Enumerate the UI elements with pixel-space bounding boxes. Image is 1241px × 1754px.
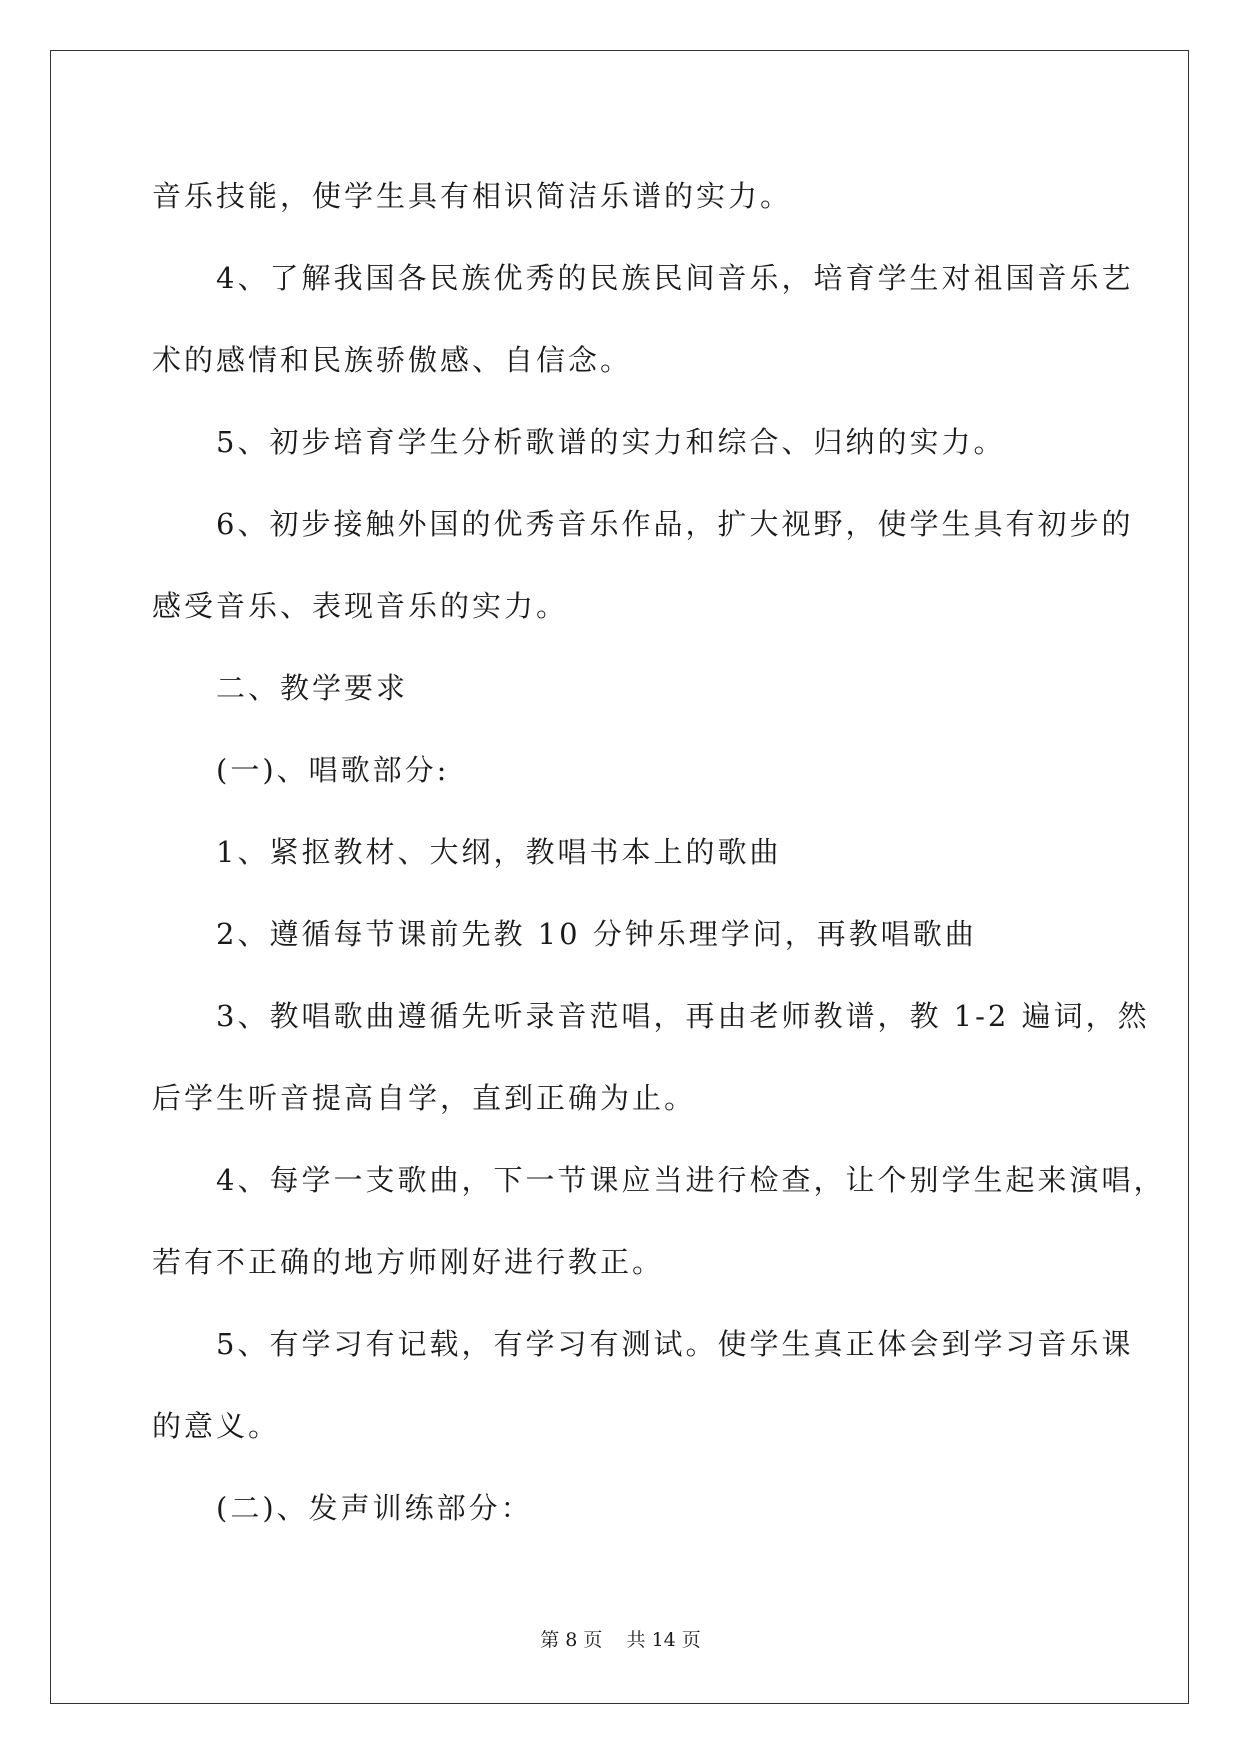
text-line: 3、教唱歌曲遵循先听录音范唱，再由老师教谱，教 1-2 遍词，然 <box>216 999 1150 1033</box>
text-line: 的意义。 <box>152 1409 281 1443</box>
paragraph <box>152 1139 1166 1303</box>
page-number: 第 8 页 <box>540 1629 603 1651</box>
paragraph <box>152 975 1150 1139</box>
text-line: 若有不正确的地方师刚好进行教正。 <box>152 1245 665 1279</box>
paragraph <box>152 401 1092 483</box>
text-line: 术的感情和民族骄傲感、自信念。 <box>152 343 633 377</box>
text-line: 5、有学习有记载，有学习有测试。使学生真正体会到学习音乐课 <box>216 1327 1134 1361</box>
text-line: 感受音乐、表现音乐的实力。 <box>152 589 569 623</box>
paragraph <box>152 1303 1134 1467</box>
paragraph <box>152 893 1092 975</box>
text-line: 二、教学要求 <box>216 671 409 705</box>
text-line: 1、紧抠教材、大纲，教唱书本上的歌曲 <box>216 835 782 869</box>
text-line: 4、了解我国各民族优秀的民族民间音乐，培育学生对祖国音乐艺 <box>216 261 1134 295</box>
subsection-heading <box>152 1467 1092 1549</box>
paragraph <box>152 811 1092 893</box>
text-line: 6、初步接触外国的优秀音乐作品，扩大视野，使学生具有初步的 <box>216 507 1134 541</box>
text-line: 5、初步培育学生分析歌谱的实力和综合、归纳的实力。 <box>216 425 1006 459</box>
text-line: (一)、唱歌部分: <box>216 753 450 787</box>
section-heading <box>152 647 1092 729</box>
text-line: 音乐技能，使学生具有相识简洁乐谱的实力。 <box>152 179 793 213</box>
paragraph <box>152 483 1134 647</box>
subsection-heading <box>152 729 1092 811</box>
page-total: 共 14 页 <box>626 1629 701 1651</box>
text-line: 2、遵循每节课前先教 10 分钟乐理学问，再教唱歌曲 <box>216 917 977 951</box>
text-line: 4、每学一支歌曲，下一节课应当进行检查，让个别学生起来演唱， <box>216 1163 1166 1197</box>
text-line: 后学生听音提高自学，直到正确为止。 <box>152 1081 697 1115</box>
paragraph <box>152 155 1092 237</box>
page-footer <box>0 1625 1241 1652</box>
text-line: (二)、发声训练部分： <box>216 1491 533 1525</box>
paragraph <box>152 237 1134 401</box>
document-body <box>152 155 1166 1549</box>
